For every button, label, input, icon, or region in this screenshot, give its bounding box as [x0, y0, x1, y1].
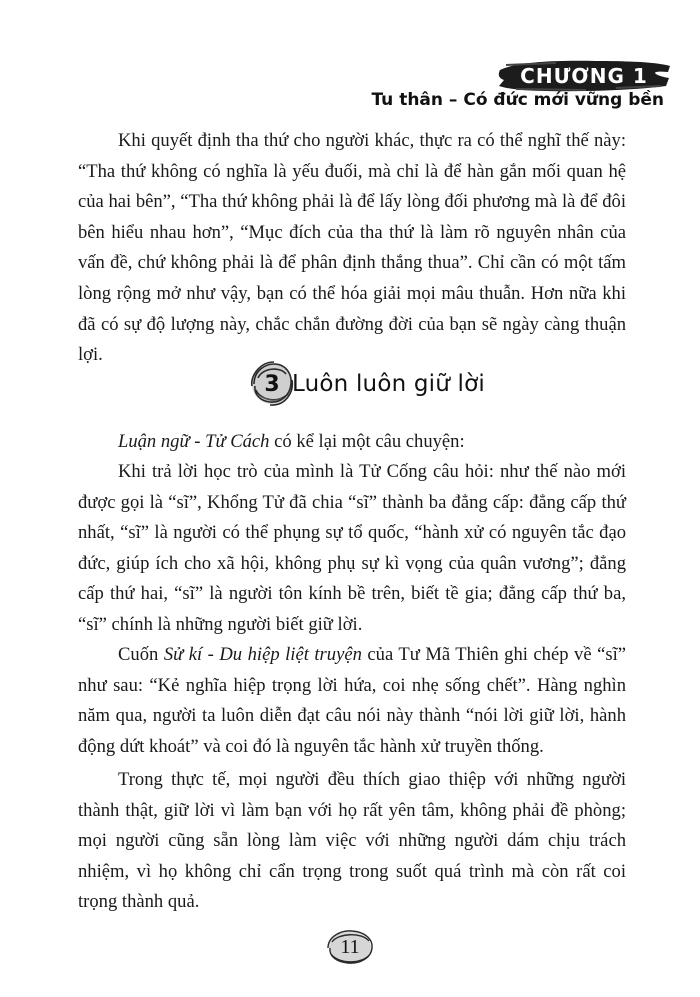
paragraph-in-practice: Trong thực tế, mọi người đều thích giao thiệp với những người thành thật, giữ lời vì làm bạn với họ rất yên tâm, không phải đề phòng; mọi người cũng sẵn lòng làm việc với những người dám chịu trách nhiệm, vì họ không chỉ cẩn trọng trong suốt quá trình mà còn rất coi trọng thành quả.: [78, 769, 626, 913]
section-heading: [244, 356, 485, 412]
paragraph-confucius: Khi trả lời học trò của mình là Tử Cống câu hỏi: như thế nào mới được gọi là “sĩ”, Khổng Tử đã chia “sĩ” thành ba đẳng cấp: đẳng cấp thứ nhất, “sĩ” là người có thể phụng sự tổ quốc, “hành xử có nguyên tắc đạo đức, giúp ích cho xã hội, không phụ sự kì vọng của quân vương”; đẳng cấp thứ hai, “sĩ” là người tôn kính bề trên, biết tề gia; đẳng cấp thứ ba, “sĩ” chính là những người biết giữ lời.: [78, 461, 626, 635]
paragraph-forgiveness: Khi quyết định tha thứ cho người khác, thực ra có thể nghĩ thế này: “Tha thứ không có nghĩa là yếu đuối, mà chỉ là để hàn gắn mối quan hệ của hai bên”, “Tha thứ không phải là để lấy lòng đối phương mà là để đôi bên hiểu nhau hơn”, “Mục đích của tha thứ là làm rõ nguyên nhân của vấn đề, chứ không phải là để phân định thắng thua”. Chỉ cần có một tấm lòng rộng mở như vậy, bạn có thể hóa giải mọi mâu thuẫn. Hơn nữa khi đã có sự độ lượng này, chắc chắn đường đời của bạn sẽ ngày càng thuận lợi.: [78, 130, 626, 366]
book-title-records: Sử kí - Du hiệp liệt truyện: [163, 644, 362, 665]
section-number-badge: [244, 356, 300, 412]
chapter-subtitle: Tu thân – Có đức mới vững bền: [371, 90, 664, 110]
paragraph-records: [78, 640, 626, 762]
section-number: 3: [264, 371, 280, 397]
chapter-label: CHƯƠNG 1: [520, 64, 648, 88]
paragraph-analects-intro: [78, 427, 626, 458]
paragraph-records-lead: Cuốn: [118, 644, 164, 665]
page-number-badge: [322, 926, 378, 968]
paragraph-analects-text: có kể lại một câu chuyện:: [269, 431, 465, 452]
page-number: 11: [340, 935, 360, 958]
paragraph-records-text: của Tư Mã Thiên ghi chép về “sĩ” như sau: “Kẻ nghĩa hiệp trọng lời hứa, coi nhẹ sống chết”. Hàng nghìn năm qua, người ta luôn diễn đạt câu nói này thành “nói lời giữ lời, hành động dứt khoát” và coi đó là nguyên tắc hành xử truyền thống.: [78, 644, 626, 757]
book-title-analects: Luận ngữ - Tử Cách: [118, 431, 270, 452]
section-title: Luôn luôn giữ lời: [292, 371, 486, 397]
